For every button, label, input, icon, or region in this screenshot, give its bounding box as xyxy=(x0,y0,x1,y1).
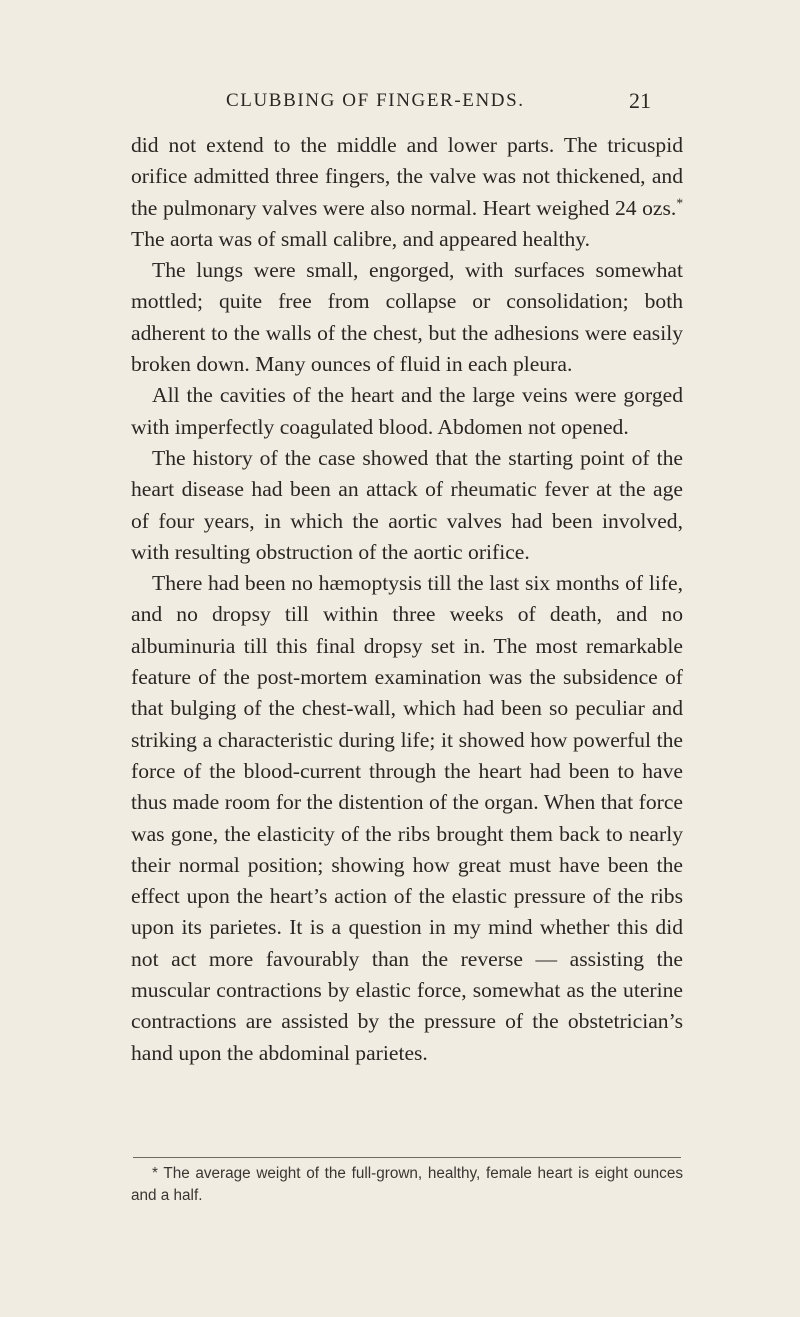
paragraph-lungs: The lungs were small, engorged, with surfaces somewhat mottled; quite free from collapse or consolidation; both adherent to the walls of the chest, but the adhesions were easily broken down. Many ounces of fluid in each pleura. xyxy=(131,258,683,377)
footnote-text: The average weight of the full-grown, healthy, female heart is eight ounces and a half. xyxy=(131,1165,683,1204)
paragraph-history: The history of the case showed that the starting point of the heart disease had been an attack of rheumatic fever at the age of four years, in which the aortic valves had been involved, with resulting obstruction of the aortic orifice. xyxy=(131,445,683,564)
paragraph-cavities: All the cavities of the heart and the large veins were gorged with imperfectly coagulated blood. Abdomen not opened. xyxy=(131,383,683,439)
paragraph-observations: There had been no hæmoptysis till the last six months of life, and no dropsy till within three weeks of death, and no albuminuria till this final dropsy set in. The most remarkable feature of the post-mortem examination was the subsidence of that bulging of the chest-wall, which had been so peculiar and striking a characteristic during life; it showed how powerful the force of the blood-current through the heart had been to have thus made room for the distention of the organ. When that force was gone, the elasticity of the ribs brought them back to nearly their normal position; showing how great must have been the effect upon the heart’s action of the elastic pressure of the ribs upon its parietes. It is a question in my mind whether this did not act more favourably than the reverse — assisting the muscular contractions by elastic force, somewhat as the uterine contractions are assisted by the pressure of the obstetrician’s hand upon the abdominal parietes. xyxy=(131,571,683,1065)
footnote-reference: * xyxy=(676,195,683,211)
paragraph-heart-findings xyxy=(131,130,683,255)
page-number: 21 xyxy=(629,88,651,113)
body-text xyxy=(131,130,683,1069)
paragraph-heart-findings-continued: The aorta was of small calibre, and appeared healthy. xyxy=(131,226,591,251)
footnote xyxy=(131,1163,683,1207)
running-title: CLUBBING OF FINGER-ENDS. xyxy=(226,90,525,111)
running-head xyxy=(0,90,800,114)
paragraph-heart-findings-text: did not extend to the middle and lower parts. The tricuspid orifice admitted three fingers, the valve was not thickened, and the pulmonary valves were also normal. Heart weighed 24 ozs. xyxy=(131,133,683,220)
footnote-divider xyxy=(133,1157,681,1158)
footnote-marker: * xyxy=(152,1165,158,1182)
